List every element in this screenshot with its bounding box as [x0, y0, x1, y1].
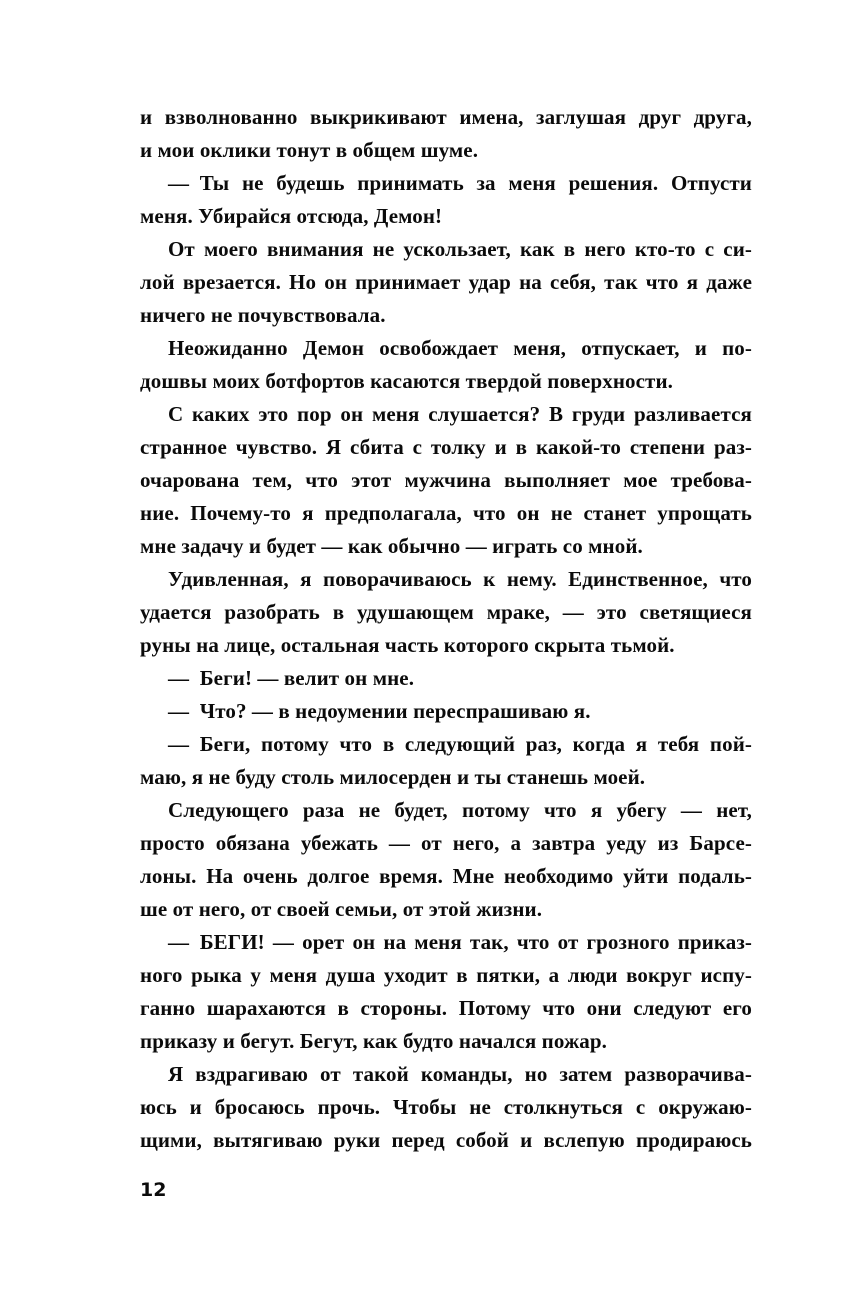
text-line: Неожиданно Демон освобождает меня, отпускает, и по-	[168, 336, 752, 360]
text-line: С каких это пор он меня слушается? В груди разливается	[168, 402, 752, 426]
text-line: От моего внимания не ускользает, как в него кто-то с си-	[168, 237, 752, 261]
text-line: ше от него, от своей семьи, от этой жизни.	[140, 897, 543, 921]
text-line: и взволнованно выкрикивают имена, заглушая друг друга,	[140, 105, 752, 129]
text-line: руны на лице, остальная часть которого скрыта тьмой.	[140, 633, 675, 657]
text-line: ного рыка у меня душа уходит в пятки, а люди вокруг испу-	[140, 963, 752, 987]
text-line: Удивленная, я поворачиваюсь к нему. Единственное, что	[168, 567, 752, 591]
text-line: лой врезается. Но он принимает удар на себя, так что я даже	[140, 270, 752, 294]
text-line: Я вздрагиваю от такой команды, но затем разворачива-	[168, 1062, 752, 1086]
text-line: странное чувство. Я сбита с толку и в какой-то степени раз-	[140, 435, 752, 459]
text-line: щими, вытягиваю руки перед собой и вслепую продираюсь	[140, 1128, 752, 1152]
text-line: — Что? — в недоумении переспрашиваю я.	[168, 699, 591, 723]
text-line: приказу и бегут. Бегут, как будто начался пожар.	[140, 1029, 608, 1053]
text-line: и мои оклики тонут в общем шуме.	[140, 138, 479, 162]
text-line: меня. Убирайся отсюда, Демон!	[140, 204, 443, 228]
text-line: ничего не почувствовала.	[140, 303, 386, 327]
text-line: лоны. На очень долгое время. Мне необходимо уйти подаль-	[140, 864, 752, 888]
page-text	[140, 101, 752, 1157]
text-line: маю, я не буду столь милосерден и ты станешь моей.	[140, 765, 646, 789]
text-line: ние. Почему-то я предполагала, что он не станет упрощать	[140, 501, 752, 525]
text-line: — БЕГИ! — орет он на меня так, что от грозного приказ-	[168, 930, 752, 954]
text-line: дошвы моих ботфортов касаются твердой поверхности.	[140, 369, 674, 393]
text-line: юсь и бросаюсь прочь. Чтобы не столкнуться с окружаю-	[140, 1095, 752, 1119]
text-line: удается разобрать в удушающем мраке, — это светящиеся	[140, 600, 752, 624]
page-number: 12	[140, 1179, 167, 1201]
text-line: ганно шарахаются в стороны. Потому что они следуют его	[140, 996, 752, 1020]
text-line: очарована тем, что этот мужчина выполняет мое требова-	[140, 468, 752, 492]
text-line: мне задачу и будет — как обычно — играть со мной.	[140, 534, 643, 558]
text-line: Следующего раза не будет, потому что я убегу — нет,	[168, 798, 752, 822]
text-line: — Ты не будешь принимать за меня решения. Отпусти	[168, 171, 752, 195]
text-line: — Беги! — велит он мне.	[168, 666, 415, 690]
text-line: — Беги, потому что в следующий раз, когда я тебя пой-	[168, 732, 752, 756]
text-line: просто обязана убежать — от него, а завтра уеду из Барсе-	[140, 831, 752, 855]
